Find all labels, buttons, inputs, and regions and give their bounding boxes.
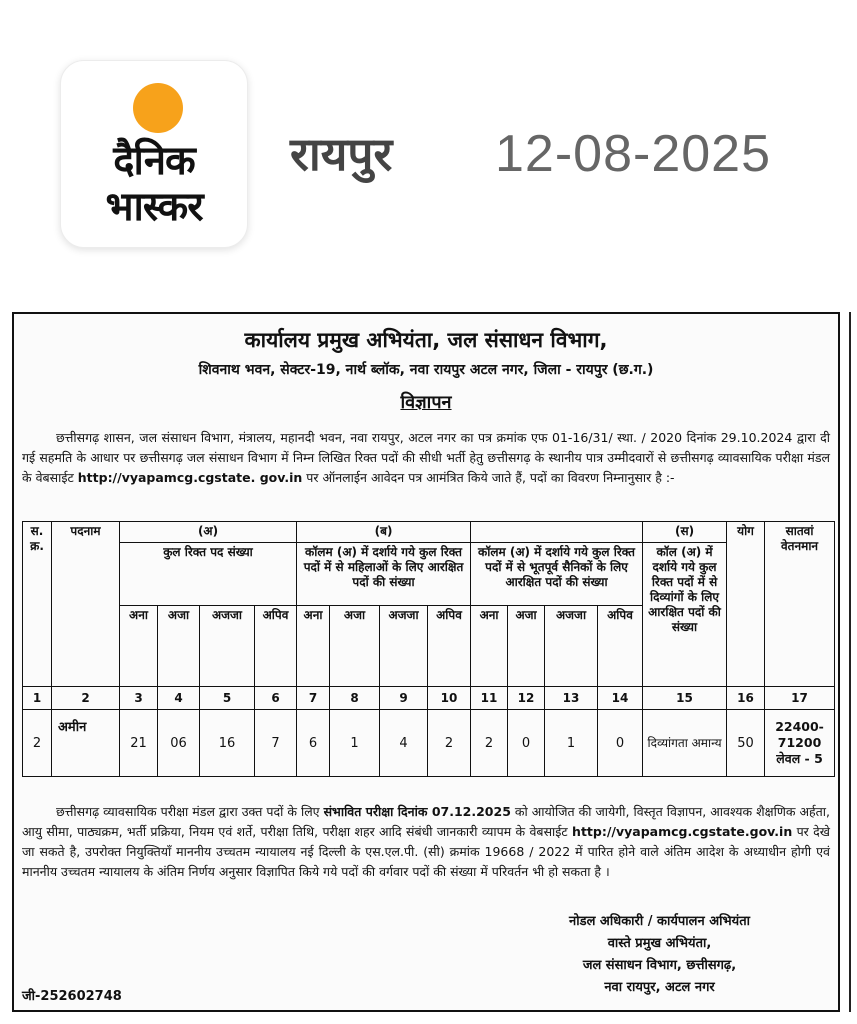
col-number: 9 (380, 687, 428, 710)
sign-line: जल संसाधन विभाग, छत्तीसगढ़, (582, 958, 737, 973)
col-post: पदनाम (52, 522, 120, 687)
row-value: 0 (508, 710, 545, 777)
desc-a: कुल रिक्त पद संख्या (120, 543, 297, 606)
cat-cell: अजा (508, 606, 545, 687)
website-link: http://vyapamcg.cgstate. gov.in (77, 470, 303, 485)
desc-s: कॉल (अ) में दर्शाये गये कुल रिक्त पदों में से दिव्यांगों के लिए आरक्षित पदों की संख्या (643, 543, 727, 687)
row-value: 6 (297, 710, 330, 777)
sign-line: नोडल अधिकारी / कार्यपालन अभियंता (569, 914, 750, 929)
sign-line: वास्ते प्रमुख अभियंता, (607, 936, 712, 951)
col-number: 4 (158, 687, 200, 710)
group-b: (ब) (297, 522, 471, 543)
desc-c: कॉलम (अ) में दर्शाये गये कुल रिक्त पदों में से भूतपूर्व सैनिकों के लिए आरक्षित पदों की संख्या (471, 543, 643, 606)
col-number: 8 (330, 687, 380, 710)
cat-cell: अजजा (545, 606, 598, 687)
cat-cell: अपिव (598, 606, 643, 687)
adjacent-column-border (849, 312, 851, 1012)
desc-b: कॉलम (अ) में दर्शाये गये कुल रिक्त पदों में से महिलाओं के लिए आरक्षित पदों की संख्या (297, 543, 471, 606)
cat-cell: अजजा (380, 606, 428, 687)
table-number-row (23, 687, 835, 710)
col-number: 15 (643, 687, 727, 710)
row-value: 06 (158, 710, 200, 777)
row-value: 21 (120, 710, 158, 777)
row-value: 2 (471, 710, 508, 777)
exam-date: संभावित परीक्षा दिनांक 07.12.2025 (323, 804, 511, 819)
group-s: (स) (643, 522, 727, 543)
row-value: 0 (598, 710, 643, 777)
col-number: 17 (765, 687, 835, 710)
col-number: 5 (200, 687, 255, 710)
row-value: 1 (545, 710, 598, 777)
signature-block (569, 911, 750, 999)
row-pay: 22400- 71200 लेवल - 5 (765, 710, 835, 777)
dainik-bhaskar-logo (60, 60, 248, 248)
table-desc-row (23, 543, 835, 606)
col-number: 16 (727, 687, 765, 710)
col-number: 6 (255, 687, 297, 710)
cat-cell: अजा (158, 606, 200, 687)
col-number: 2 (52, 687, 120, 710)
row-sno: 2 (23, 710, 52, 777)
date-label: 12-08-2025 (495, 125, 771, 183)
col-pay: सातवां वेतनमान (765, 522, 835, 687)
row-total: 50 (727, 710, 765, 777)
logo-text-line2: भास्कर (105, 184, 203, 230)
advertisement-notice (12, 312, 840, 1012)
group-a: (अ) (120, 522, 297, 543)
sign-line: नवा रायपुर, अटल नगर (604, 980, 715, 995)
table-row (23, 710, 835, 777)
intro-paragraph: छत्तीसगढ़ शासन, जल संसाधन विभाग, मंत्रालय, महानदी भवन, नवा रायपुर, अटल नगर का पत्र क्रमांक एफ 01-16/31/ स्था. / 2020 दिनांक 29.10.2024 द्वारा दी गई सहमति के आधार पर छत्तीसगढ़ जल संसाधन विभाग में निम्न लिखित रिक्त पदों की सीधी भर्ती हेतु छत्तीसगढ़ के स्थानीय पात्र उम्मीदवारों से छत्तीसगढ़ व्यावसायिक परीक्षा मंडल के वेबसाईट http://vyapamcg.cgstate. gov.in पर ऑनलाईन आवेदन पत्र आमंत्रित किये जाते हैं, पदों का विवरण निम्नानुसार है :- (22, 430, 830, 485)
cat-cell: अजा (330, 606, 380, 687)
col-number: 10 (428, 687, 471, 710)
notice-heading: विज्ञापन (400, 392, 452, 413)
website-link: http://vyapamcg.cgstate.gov.in (572, 824, 793, 839)
cat-cell: अपिव (428, 606, 471, 687)
col-number: 13 (545, 687, 598, 710)
col-sno: स. क्र. (23, 522, 52, 687)
col-number: 7 (297, 687, 330, 710)
exam-paragraph: छत्तीसगढ़ व्यावसायिक परीक्षा मंडल द्वारा उक्त पदों के लिए संभावित परीक्षा दिनांक 07.12.2025 को आयोजित की जायेगी, विस्तृत विज्ञापन, आवश्यक शैक्षणिक अर्हता, आयु सीमा, पाठ्यक्रम, भर्ती प्रक्रिया, नियम एवं शर्ते, परीक्षा तिथि, परीक्षा शहर आदि संबंधी जानकारी व्यापम के वेबसाईट http://vyapamcg.cgstate.gov.in पर देखे जा सकते है, उपरोक्त नियुक्तियाँ माननीय उच्चतम न्यायालय नई दिल्ली के एस.एल.पी. (सी) क्रमांक 19668 / 2022 में पारित होने वाले अंतिम आदेश के अध्याधीन होगी एवं माननीय उच्चतम न्यायालय के अंतिम निर्णय अनुसार विज्ञापित किये गये पदों की वर्गवार पदों की संख्या में परिवर्तन भी हो सकता है । (22, 804, 830, 879)
col-number: 14 (598, 687, 643, 710)
sun-icon (133, 83, 183, 133)
cat-cell: अना (297, 606, 330, 687)
vacancy-table (22, 521, 835, 777)
col-total: योग (727, 522, 765, 687)
logo-text-line1: दैनिक (113, 138, 195, 184)
row-post: अमीन (52, 710, 120, 777)
row-value: 2 (428, 710, 471, 777)
city-label: रायपुर (290, 127, 393, 181)
cat-cell: अना (120, 606, 158, 687)
row-value: 4 (380, 710, 428, 777)
cat-cell: अजजा (200, 606, 255, 687)
cat-cell: अपिव (255, 606, 297, 687)
cat-cell: अना (471, 606, 508, 687)
office-address: शिवनाथ भवन, सेक्टर-19, नार्थ ब्लॉक, नवा रायपुर अटल नगर, जिला - रायपुर (छ.ग.) (198, 362, 654, 378)
row-value: 7 (255, 710, 297, 777)
office-title: कार्यालय प्रमुख अभियंता, जल संसाधन विभाग, (244, 328, 608, 352)
col-number: 1 (23, 687, 52, 710)
advertisement-code: जी-252602748 (22, 989, 122, 1004)
table-header-row (23, 522, 835, 543)
row-value: 1 (330, 710, 380, 777)
col-number: 12 (508, 687, 545, 710)
col-number: 3 (120, 687, 158, 710)
col-number: 11 (471, 687, 508, 710)
row-disabled: दिव्यांगता अमान्य (643, 710, 727, 777)
group-c (471, 522, 643, 543)
row-value: 16 (200, 710, 255, 777)
